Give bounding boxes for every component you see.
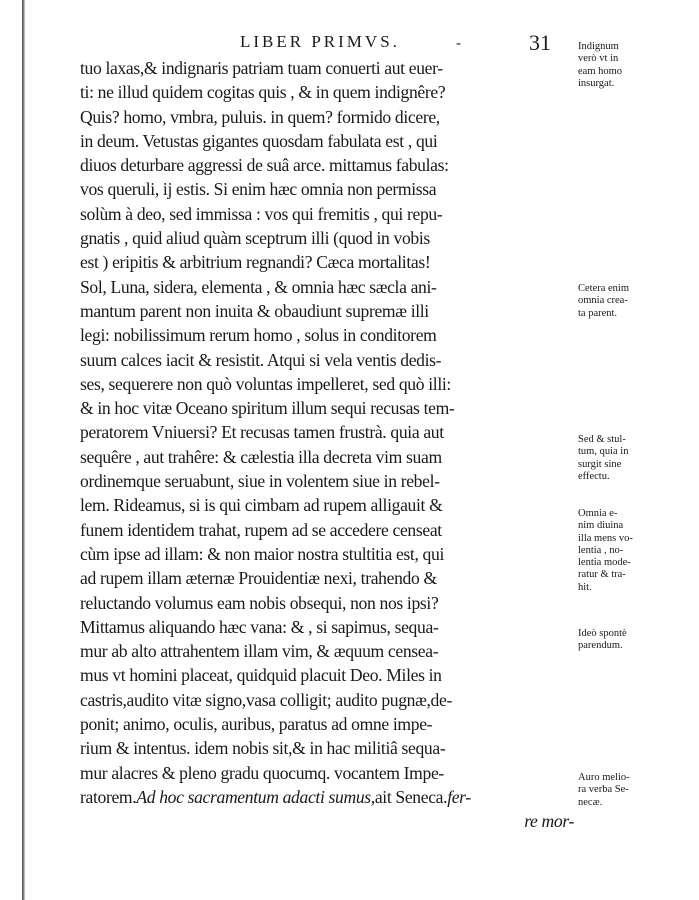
text-line: mur alacres & pleno gradu quocumq. vocantem Impe-	[80, 762, 444, 783]
quote-lead: ratorem.	[80, 786, 137, 807]
margin-note-cetera: Cetera enim omnia crea- ta parent.	[578, 283, 630, 319]
quote-attribution: ait Seneca.	[374, 786, 448, 807]
text-line: ti: ne illud quidem cogitas quis , & in quem indignêre?	[80, 82, 446, 103]
text-line: sequêre , aut trahêre: & cælestia illa decreta vim suam	[80, 446, 442, 467]
text-line: rium & intentus. idem nobis sit,& in hac militiâ sequa-	[80, 738, 446, 759]
main-text	[80, 56, 574, 834]
text-line: ponit; animo, oculis, auribus, paratus ad omne impe-	[80, 714, 433, 735]
text-line: Quis? homo, vmbra, puluis. in quem? formido dicere,	[80, 106, 440, 127]
text-line: gnatis , quid aliud quàm sceptrum illi (quod in vobis	[80, 228, 430, 249]
text-line: in deum. Vetustas gigantes quosdam fabulata est , qui	[80, 130, 438, 151]
text-line: est ) eripitis & arbitrium regnandi? Cæca mortalitas!	[80, 252, 431, 273]
catchword	[80, 809, 574, 833]
catchword-text: re mor-	[524, 811, 574, 832]
page-number: 31	[529, 30, 551, 55]
margin-note-auro: Auro melio- ra verba Se- necæ.	[578, 772, 630, 808]
text-line: solùm à deo, sed immissa : vos qui fremitis , qui repu-	[80, 203, 443, 224]
text-line: funem identidem trahat, rupem ad se accedere censeat	[80, 519, 442, 540]
text-line: vos queruli, ij estis. Si enim hæc omnia non permissa	[80, 179, 437, 200]
header-dash: -	[456, 34, 462, 52]
text-line: mur ab alto attrahentem illam vim, & æquum censea-	[80, 641, 439, 662]
text-line: legi: nobilissimum rerum homo , solus in conditorem	[80, 325, 437, 346]
page-edge-shadow	[22, 0, 25, 900]
text-line: cùm ipse ad illam: & non maior nostra stultitia est, qui	[80, 543, 444, 564]
text-line: ses, sequerere non quò voluntas impelleret, sed quò illi:	[80, 373, 451, 394]
text-line: diuos deturbare aggressi de suâ arce. mittamus fabulas:	[80, 155, 449, 176]
text-line: Mittamus aliquando hæc vana: & , si sapimus, sequa-	[80, 616, 439, 637]
text-line: mantum parent non inuita & obaudiunt supremæ illi	[80, 300, 429, 321]
margin-note-ideo: Ideò spontè parendum.	[578, 628, 627, 652]
text-line: lem. Rideamus, si is qui cimbam ad rupem alligauit &	[80, 495, 443, 516]
text-line: ad rupem illam æternæ Prouidentiæ nexi, trahendo &	[80, 568, 437, 589]
text-line: & in hoc vitæ Oceano spiritum illum sequi recusas tem-	[80, 398, 455, 419]
text-line-quotation	[80, 785, 574, 809]
text-line: peratorem Vniuersi? Et recusas tamen frustrà. quia aut	[80, 422, 444, 443]
seneca-quote: Ad hoc sacramentum adacti sumus,	[136, 786, 375, 807]
text-line: reluctando volumus eam nobis obsequi, non nos ipsi?	[80, 592, 439, 613]
margin-note-sed-stultum: Sed & stul- tum, quia in surgit sine effectu.	[578, 434, 629, 482]
margin-note-omnia: Omnia e- nim diuina illa mens vo- lentia , no- lentia mode- ratur & tra- hit.	[578, 508, 633, 593]
text-line: tuo laxas,& indignaris patriam tuam conuerti aut euer-	[80, 58, 443, 78]
text-line: ordinemque seruabunt, siue in volentem siue in rebel-	[80, 471, 440, 492]
running-title: LIBER PRIMVS.	[240, 32, 400, 51]
text-line: castris,audito vitæ signo,vasa colligit; audito pugnæ,de-	[80, 689, 452, 710]
text-line: suum calces iacit & resistit. Atqui si vela ventis dedis-	[80, 349, 442, 370]
text-line: Sol, Luna, sidera, elementa , & omnia hæc sæcla ani-	[80, 276, 437, 297]
text-line: mus vt homini placeat, quidquid placuit Deo. Miles in	[80, 665, 442, 686]
margin-note-indignum: Indignum verò vt in eam homo insurgat.	[578, 41, 623, 89]
quote-continuation: fer-	[447, 786, 471, 807]
